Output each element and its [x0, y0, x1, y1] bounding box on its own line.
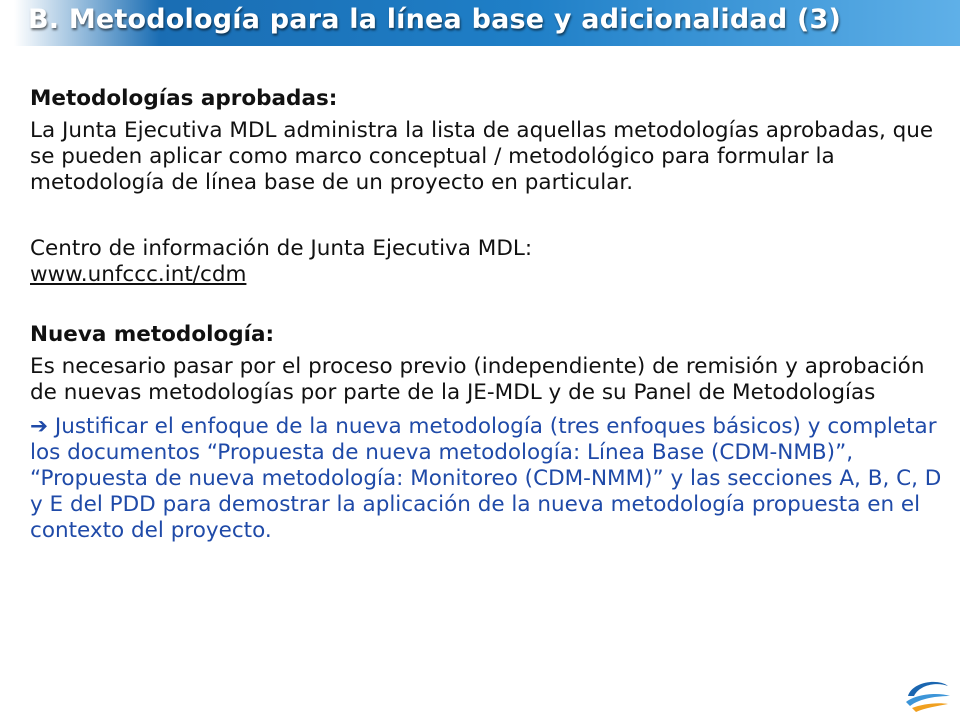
info-center-text — [30, 236, 945, 288]
methodology-bullet-text: Justificar el enfoque de la nueva metodología (tres enfoques básicos) y completar los documentos “Propuesta de nueva metodología: Línea Base (CDM-NMB)”, “Propuesta de nueva metodología: Monitoreo (CDM-NMM)” y las secciones A, B, C, D y E del PDD para demostrar la aplicación de la nueva metodología propuesta en el contexto del proyecto. — [30, 414, 942, 543]
swirl-logo-icon — [902, 674, 952, 714]
info-center-label: Centro de información de Junta Ejecutiva MDL: — [30, 236, 533, 261]
unfccc-link[interactable]: www.unfccc.int/cdm — [30, 262, 247, 287]
title-bar — [0, 0, 960, 46]
slide-title: B. Metodología para la línea base y adicionalidad (3) — [28, 4, 842, 35]
methodology-bullet — [30, 414, 945, 544]
arrow-right-icon: ➔ — [30, 414, 49, 439]
slide-content — [30, 86, 945, 544]
new-methodology-heading: Nueva metodología: — [30, 322, 275, 347]
new-methodology-paragraph: Es necesario pasar por el proceso previo (independiente) de remisión y aprobación de nuevas metodologías por parte de la JE-MDL y de su Panel de Metodologías — [30, 354, 925, 405]
approved-methodologies-heading: Metodologías aprobadas: — [30, 86, 338, 111]
approved-methodologies-paragraph: La Junta Ejecutiva MDL administra la lista de aquellas metodologías aprobadas, que se pueden aplicar como marco conceptual / metodológico para formular la metodología de línea base de un proyecto en particular. — [30, 118, 934, 195]
